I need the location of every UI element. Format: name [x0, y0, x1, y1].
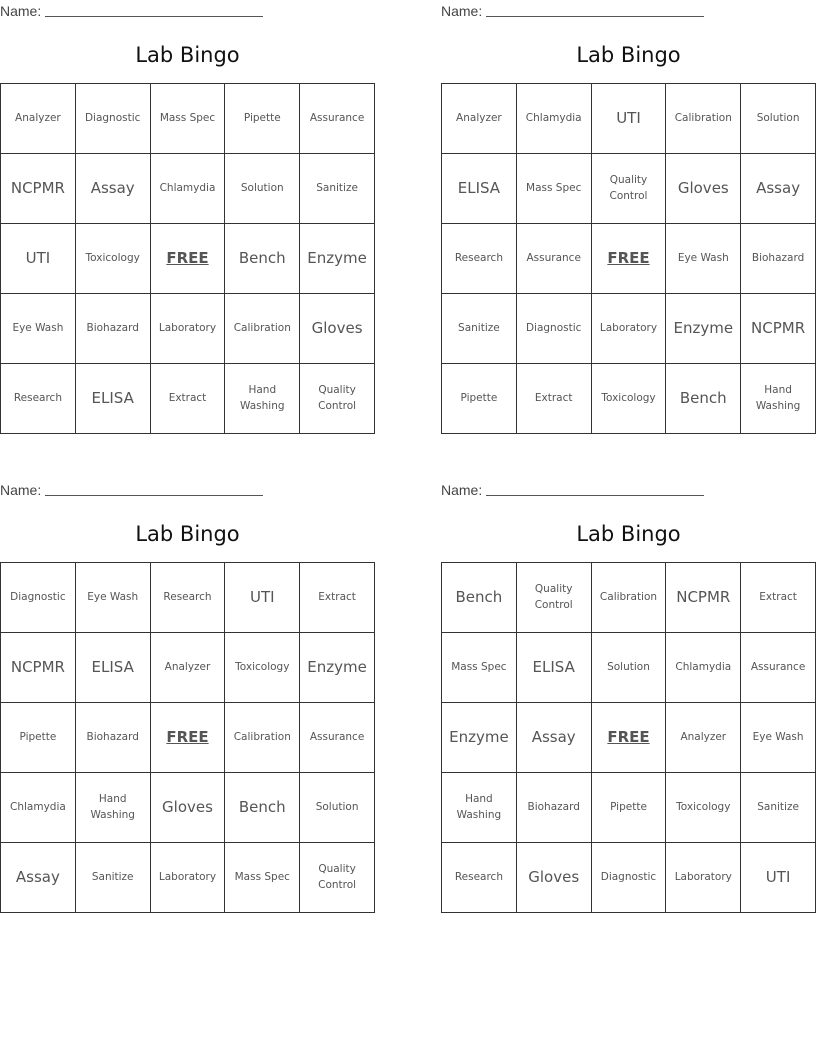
- bingo-cell-text: Assurance: [750, 660, 806, 673]
- bingo-cell: [225, 224, 300, 294]
- bingo-cell: [225, 773, 300, 843]
- bingo-cell: [1, 224, 76, 294]
- bingo-cell: [225, 84, 300, 154]
- bingo-cell: [1, 633, 76, 703]
- bingo-cell-text: Hand Washing: [755, 384, 801, 412]
- bingo-cell: [76, 84, 151, 154]
- bingo-grid: [441, 83, 816, 434]
- bingo-cell: [300, 294, 375, 364]
- bingo-cell-text: Research: [454, 870, 503, 883]
- bingo-cell-text: UTI: [616, 108, 641, 127]
- bingo-cell-text: Analyzer: [164, 660, 211, 673]
- bingo-cell-text: Calibration: [599, 590, 658, 603]
- name-underline: [486, 3, 704, 17]
- bingo-cell: [741, 633, 816, 703]
- bingo-cell-text: Hand Washing: [90, 793, 135, 821]
- bingo-cell-text: Laboratory: [674, 870, 732, 883]
- bingo-cell-text: ELISA: [91, 657, 134, 676]
- bingo-cell-text: Assurance: [309, 111, 365, 124]
- bingo-cell-text: UTI: [25, 248, 51, 267]
- bingo-cell-text: Quality Control: [609, 174, 648, 202]
- bingo-cell: [666, 843, 741, 913]
- bingo-cell: [592, 843, 667, 913]
- bingo-cell-text: ELISA: [91, 388, 134, 407]
- bingo-cell-text: Sanitize: [458, 321, 500, 334]
- bingo-cell-text: Chlamydia: [525, 111, 582, 124]
- bingo-cell: [666, 563, 741, 633]
- bingo-cell-text: Mass Spec: [159, 111, 216, 124]
- bingo-cell-text: Pipette: [19, 730, 57, 743]
- bingo-cell: [225, 563, 300, 633]
- bingo-cell: [741, 773, 816, 843]
- bingo-cell: [151, 563, 226, 633]
- bingo-cell: [1, 84, 76, 154]
- bingo-cell-text: ELISA: [532, 657, 575, 676]
- bingo-cell: [1, 843, 76, 913]
- bingo-cell-text: Biohazard: [751, 251, 805, 264]
- bingo-cell-text: Eye Wash: [12, 321, 64, 334]
- bingo-cell: [1, 773, 76, 843]
- bingo-cell-text: Bench: [679, 388, 727, 407]
- bingo-cell: [517, 154, 592, 224]
- bingo-cell-text: Mass Spec: [526, 181, 582, 194]
- bingo-cell-text: Gloves: [311, 318, 363, 337]
- bingo-cell-text: Biohazard: [86, 321, 139, 334]
- bingo-cell: [666, 154, 741, 224]
- bingo-cell-text: Chlamydia: [159, 181, 216, 194]
- name-field: [441, 3, 704, 19]
- name-field: [0, 3, 263, 19]
- bingo-cell: [300, 843, 375, 913]
- bingo-cell: [300, 154, 375, 224]
- bingo-cell: [517, 843, 592, 913]
- bingo-cell-text: Gloves: [528, 867, 580, 886]
- bingo-cell-text: Pipette: [460, 391, 498, 404]
- bingo-cell: [76, 154, 151, 224]
- bingo-cell-text: Laboratory: [599, 321, 658, 334]
- bingo-cell: [666, 364, 741, 434]
- name-label: Name:: [441, 3, 483, 19]
- bingo-cell: [300, 633, 375, 703]
- bingo-cell-text: Bench: [238, 248, 286, 267]
- bingo-cell-text: Bench: [455, 587, 503, 606]
- bingo-cell-text: Assay: [531, 727, 576, 746]
- bingo-cell-text: Sanitize: [757, 800, 799, 813]
- bingo-cell: [666, 773, 741, 843]
- bingo-cell-text: NCPMR: [10, 657, 65, 676]
- bingo-cell: [517, 563, 592, 633]
- bingo-cell: [741, 364, 816, 434]
- bingo-cell-text: Laboratory: [158, 321, 217, 334]
- bingo-cell: [442, 294, 517, 364]
- bingo-cell-text: Quality Control: [318, 863, 357, 891]
- bingo-cell-text: Solution: [315, 800, 359, 813]
- bingo-cell-text: Biohazard: [527, 800, 580, 813]
- bingo-cell: [592, 294, 667, 364]
- bingo-cell-text: Assurance: [526, 251, 581, 264]
- bingo-cell: [517, 84, 592, 154]
- bingo-cell: [1, 563, 76, 633]
- bingo-cell: [76, 294, 151, 364]
- bingo-cell-text: FREE: [607, 248, 650, 267]
- bingo-cell: [517, 633, 592, 703]
- name-label: Name:: [441, 482, 483, 498]
- bingo-cell: [666, 84, 741, 154]
- name-underline: [45, 3, 263, 17]
- bingo-cell-text: Toxicology: [676, 800, 731, 813]
- bingo-cell: [225, 294, 300, 364]
- bingo-cell: [592, 84, 667, 154]
- bingo-cell: [442, 633, 517, 703]
- bingo-free-cell: [592, 224, 667, 294]
- card-title: Lab Bingo: [135, 522, 240, 546]
- bingo-cell: [592, 563, 667, 633]
- bingo-cell-text: Solution: [240, 181, 284, 194]
- bingo-cell: [1, 364, 76, 434]
- bingo-cell: [442, 84, 517, 154]
- bingo-cell-text: Extract: [168, 391, 207, 404]
- bingo-cell: [666, 633, 741, 703]
- bingo-cell-text: FREE: [166, 727, 209, 746]
- bingo-cell: [741, 703, 816, 773]
- bingo-cell: [741, 154, 816, 224]
- bingo-cell-text: UTI: [250, 587, 275, 606]
- bingo-cell: [741, 294, 816, 364]
- bingo-cell-text: Quality Control: [318, 384, 357, 412]
- bingo-cell-text: Sanitize: [316, 181, 358, 194]
- bingo-cell-text: Research: [163, 590, 212, 603]
- bingo-cell: [300, 364, 375, 434]
- bingo-cell-text: Quality Control: [534, 583, 573, 611]
- bingo-cell: [151, 294, 226, 364]
- name-label: Name:: [0, 482, 42, 498]
- bingo-cell: [592, 364, 667, 434]
- bingo-cell: [300, 563, 375, 633]
- bingo-cell-text: Chlamydia: [675, 660, 732, 673]
- bingo-cell-text: Toxicology: [85, 251, 140, 264]
- bingo-cell: [741, 224, 816, 294]
- bingo-cell: [592, 154, 667, 224]
- bingo-cell: [741, 843, 816, 913]
- bingo-cell-text: Hand Washing: [456, 793, 502, 821]
- name-field: [441, 482, 704, 498]
- bingo-cell-text: Sanitize: [91, 870, 134, 883]
- card-title: Lab Bingo: [576, 522, 681, 546]
- bingo-cell-text: Assurance: [309, 730, 365, 743]
- bingo-cell-text: NCPMR: [676, 587, 731, 606]
- bingo-grid: [441, 562, 816, 913]
- bingo-cell: [151, 154, 226, 224]
- bingo-cell: [1, 703, 76, 773]
- bingo-cell: [741, 84, 816, 154]
- bingo-cell: [442, 364, 517, 434]
- bingo-cell: [592, 773, 667, 843]
- bingo-cell-text: Hand Washing: [240, 384, 285, 412]
- bingo-cell: [225, 633, 300, 703]
- bingo-cell: [666, 294, 741, 364]
- bingo-cell-text: Biohazard: [86, 730, 139, 743]
- bingo-cell-text: Solution: [607, 660, 650, 673]
- bingo-cell-text: Laboratory: [158, 870, 217, 883]
- bingo-cell-text: ELISA: [457, 178, 501, 197]
- bingo-grid: [0, 83, 375, 434]
- card-title: Lab Bingo: [576, 43, 681, 67]
- bingo-cell-text: Toxicology: [601, 391, 656, 404]
- bingo-cell: [76, 224, 151, 294]
- bingo-free-cell: [151, 224, 226, 294]
- name-underline: [486, 482, 704, 496]
- bingo-cell: [1, 294, 76, 364]
- bingo-cell: [76, 563, 151, 633]
- bingo-cell-text: Enzyme: [307, 657, 367, 676]
- bingo-cell: [225, 703, 300, 773]
- bingo-cell-text: Toxicology: [235, 660, 290, 673]
- bingo-cell-text: Solution: [756, 111, 800, 124]
- bingo-cell: [442, 773, 517, 843]
- bingo-cell-text: Assay: [15, 867, 60, 886]
- bingo-free-cell: [592, 703, 667, 773]
- bingo-cell: [666, 224, 741, 294]
- bingo-cell-text: FREE: [166, 248, 209, 267]
- bingo-cell: [225, 154, 300, 224]
- bingo-cell: [76, 843, 151, 913]
- bingo-cell: [151, 84, 226, 154]
- bingo-cell-text: NCPMR: [751, 318, 806, 337]
- bingo-cell-text: Eye Wash: [677, 251, 729, 264]
- bingo-cell: [442, 703, 517, 773]
- bingo-cell: [151, 843, 226, 913]
- bingo-cell: [517, 773, 592, 843]
- bingo-cell: [517, 703, 592, 773]
- bingo-cell: [151, 773, 226, 843]
- bingo-cell: [666, 703, 741, 773]
- bingo-cell: [442, 224, 517, 294]
- bingo-cell-text: Enzyme: [673, 318, 734, 337]
- bingo-cell: [442, 154, 517, 224]
- bingo-cell-text: Mass Spec: [451, 660, 507, 673]
- bingo-cell: [517, 364, 592, 434]
- bingo-cell: [76, 703, 151, 773]
- bingo-cell-text: Enzyme: [307, 248, 367, 267]
- bingo-cell-text: FREE: [607, 727, 650, 746]
- bingo-cell: [300, 84, 375, 154]
- bingo-cell-text: Diagnostic: [84, 111, 141, 124]
- bingo-cell: [442, 843, 517, 913]
- bingo-cell-text: Pipette: [610, 800, 647, 813]
- bingo-cell-text: Extract: [759, 590, 797, 603]
- bingo-cell: [76, 633, 151, 703]
- card-title: Lab Bingo: [135, 43, 240, 67]
- bingo-cell: [741, 563, 816, 633]
- bingo-cell-text: Eye Wash: [752, 730, 804, 743]
- bingo-cell: [300, 224, 375, 294]
- bingo-cell-text: Pipette: [243, 111, 281, 124]
- bingo-cell-text: Diagnostic: [525, 321, 582, 334]
- bingo-cell: [1, 154, 76, 224]
- bingo-cell: [225, 843, 300, 913]
- bingo-cell-text: Enzyme: [449, 727, 509, 746]
- bingo-cell-text: Mass Spec: [234, 870, 290, 883]
- bingo-cell-text: Bench: [238, 797, 286, 816]
- name-underline: [45, 482, 263, 496]
- bingo-cell: [517, 294, 592, 364]
- name-field: [0, 482, 263, 498]
- bingo-cell-text: Calibration: [674, 111, 732, 124]
- bingo-cell-text: NCPMR: [10, 178, 65, 197]
- bingo-free-cell: [151, 703, 226, 773]
- bingo-cell-text: Analyzer: [680, 730, 727, 743]
- bingo-cell: [225, 364, 300, 434]
- bingo-cell: [151, 633, 226, 703]
- bingo-cell-text: Gloves: [677, 178, 729, 197]
- bingo-cell-text: Analyzer: [15, 111, 61, 124]
- bingo-cell-text: Research: [13, 391, 62, 404]
- bingo-cell-text: Calibration: [233, 321, 291, 334]
- bingo-cell: [300, 703, 375, 773]
- bingo-cell-text: Assay: [90, 178, 135, 197]
- bingo-cell-text: Extract: [318, 590, 356, 603]
- bingo-cell-text: UTI: [765, 867, 791, 886]
- bingo-cell-text: Analyzer: [456, 111, 502, 124]
- bingo-cell-text: Diagnostic: [10, 590, 66, 603]
- bingo-cell-text: Chlamydia: [10, 800, 66, 813]
- bingo-cell: [76, 364, 151, 434]
- name-label: Name:: [0, 3, 42, 19]
- bingo-cell: [300, 773, 375, 843]
- bingo-cell-text: Calibration: [233, 730, 291, 743]
- bingo-cell-text: Gloves: [162, 797, 213, 816]
- bingo-grid: [0, 562, 375, 913]
- bingo-cell-text: Research: [454, 251, 503, 264]
- bingo-cell-text: Assay: [756, 178, 801, 197]
- bingo-cell-text: Eye Wash: [87, 590, 139, 603]
- bingo-cell-text: Extract: [534, 391, 573, 404]
- bingo-cell: [151, 364, 226, 434]
- bingo-cell: [517, 224, 592, 294]
- bingo-cell: [592, 633, 667, 703]
- bingo-cell-text: Diagnostic: [600, 870, 657, 883]
- bingo-cell: [76, 773, 151, 843]
- bingo-cell: [442, 563, 517, 633]
